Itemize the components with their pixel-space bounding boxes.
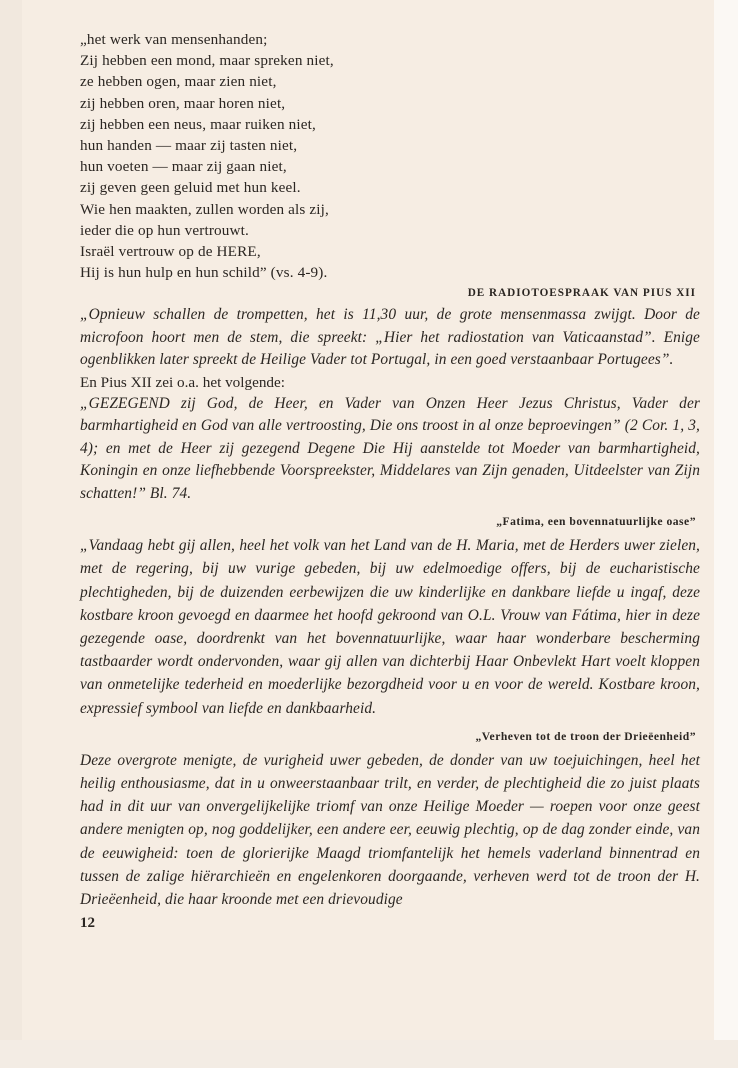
verse-line: hun voeten — maar zij gaan niet, <box>80 158 287 176</box>
section-heading-fatima: „Fatima, een bovennatuurlijke oase” <box>496 515 696 529</box>
page-number: 12 <box>80 915 95 932</box>
section-heading-radiotoespraak: DE RADIOTOESPRAAK VAN PIUS XII <box>467 287 696 300</box>
speech-intro: En Pius XII zei o.a. het volgende: <box>80 373 285 391</box>
radio-quote: „Opnieuw schallen de trompetten, het is 11,30 uur, de grote mensenmassa zwijgt. Door de microfoon hoort men de stem, die spreekt: „Hier het radiostation van Vaticaanstad”. Enige ogenblikken later spreekt de Heilige Vader tot Portugal, in een goed verstaanbaar Portugees”. <box>80 306 700 369</box>
page-margin <box>714 0 738 1068</box>
verse-line: zij hebben een neus, maar ruiken niet, <box>80 115 316 133</box>
page-content <box>80 29 700 933</box>
verse-line: „het werk van mensenhanden; <box>80 31 268 48</box>
verse-line: Wie hen maakten, zullen worden als zij, <box>80 200 329 218</box>
verheven-text: Deze overgrote menigte, de vurigheid uwer gebeden, de donder van uw toejuichingen, heel het heilig enthousiasme, dat in u onweerstaanbaar trilt, en verder, de plechtigheid die zo juist plaats had in dit uur van onvergelijkelijke triomf van onze Heilige Moeder — roepen voor onze geest andere menigten op, nog goddelijker, een andere eer, eeuwig plechtig, op de dag zonder einde, van de eeuwigheid: toen de glorierijke Maagd triomfantelijk het hemels vaderland binnentrad en tussen de zalige hiërarchieën en engelenkoren doorgaande, verheven werd tot de troon der H. Drieëenheid, die haar kroonde met een drievoudige <box>80 751 700 908</box>
verse-line: Hij is hun hulp en hun schild” (vs. 4-9). <box>80 264 328 282</box>
verse-line: Israël vertrouw op de HERE, <box>80 243 261 261</box>
verse-line: zij hebben oren, maar horen niet, <box>80 94 286 112</box>
speech-text: „GEZEGEND zij God, de Heer, en Vader van Onzen Heer Jezus Christus, Vader der barmhartigheid en God van alle vertroosting, Die ons troost in al onze beproevingen” (2 Cor. 1, 3, 4); en met de Heer zij gezegend Degene Die Hij aanstelde tot Moeder van barmhartigheid, Koningin en onze liefhebbende Voorspreekster, Middelares van Zijn genaden, Uitdeelster van Zijn schatten!” Bl. 74. <box>80 395 700 502</box>
verse-line: ieder die op hun vertrouwt. <box>80 221 249 239</box>
psalm-verse <box>80 29 700 283</box>
verse-line: zij geven geen geluid met hun keel. <box>80 179 301 197</box>
verse-line: ze hebben ogen, maar zien niet, <box>80 73 277 91</box>
verse-line: hun handen — maar zij tasten niet, <box>80 137 298 155</box>
section-heading-verheven: „Verheven tot de troon der Drieëenheid” <box>475 729 696 743</box>
fatima-text: „Vandaag hebt gij allen, heel het volk van het Land van de H. Maria, met de Herders uwer zielen, met de regering, bij uw vurige gebeden, bij uw edelmoedige offers, bij de eucharistische plechtigheden, bij de duizenden eerbewijzen die uw kinderlijke en dankbare liefde u ingaf, deze kostbare kroon gevoegd en daarmee het hoofd gekroond van O.L. Vrouw van Fátima, hier in deze gezegende oase, doordrenkt van het bovennatuurlijke, waar haar wonderbare bescherming tastbaarder wordt ondervonden, waar gij allen van dichterbij Haar Onbevlekt Hart voelt kloppen van onmetelijke tederheid en moederlijke bezorgdheid voor u en voor de wereld. Kostbare kroon, expressief symbool van liefde en dankbaarheid. <box>80 537 700 717</box>
page-bottom-margin <box>0 1040 738 1068</box>
verse-line: Zij hebben een mond, maar spreken niet, <box>80 52 334 70</box>
